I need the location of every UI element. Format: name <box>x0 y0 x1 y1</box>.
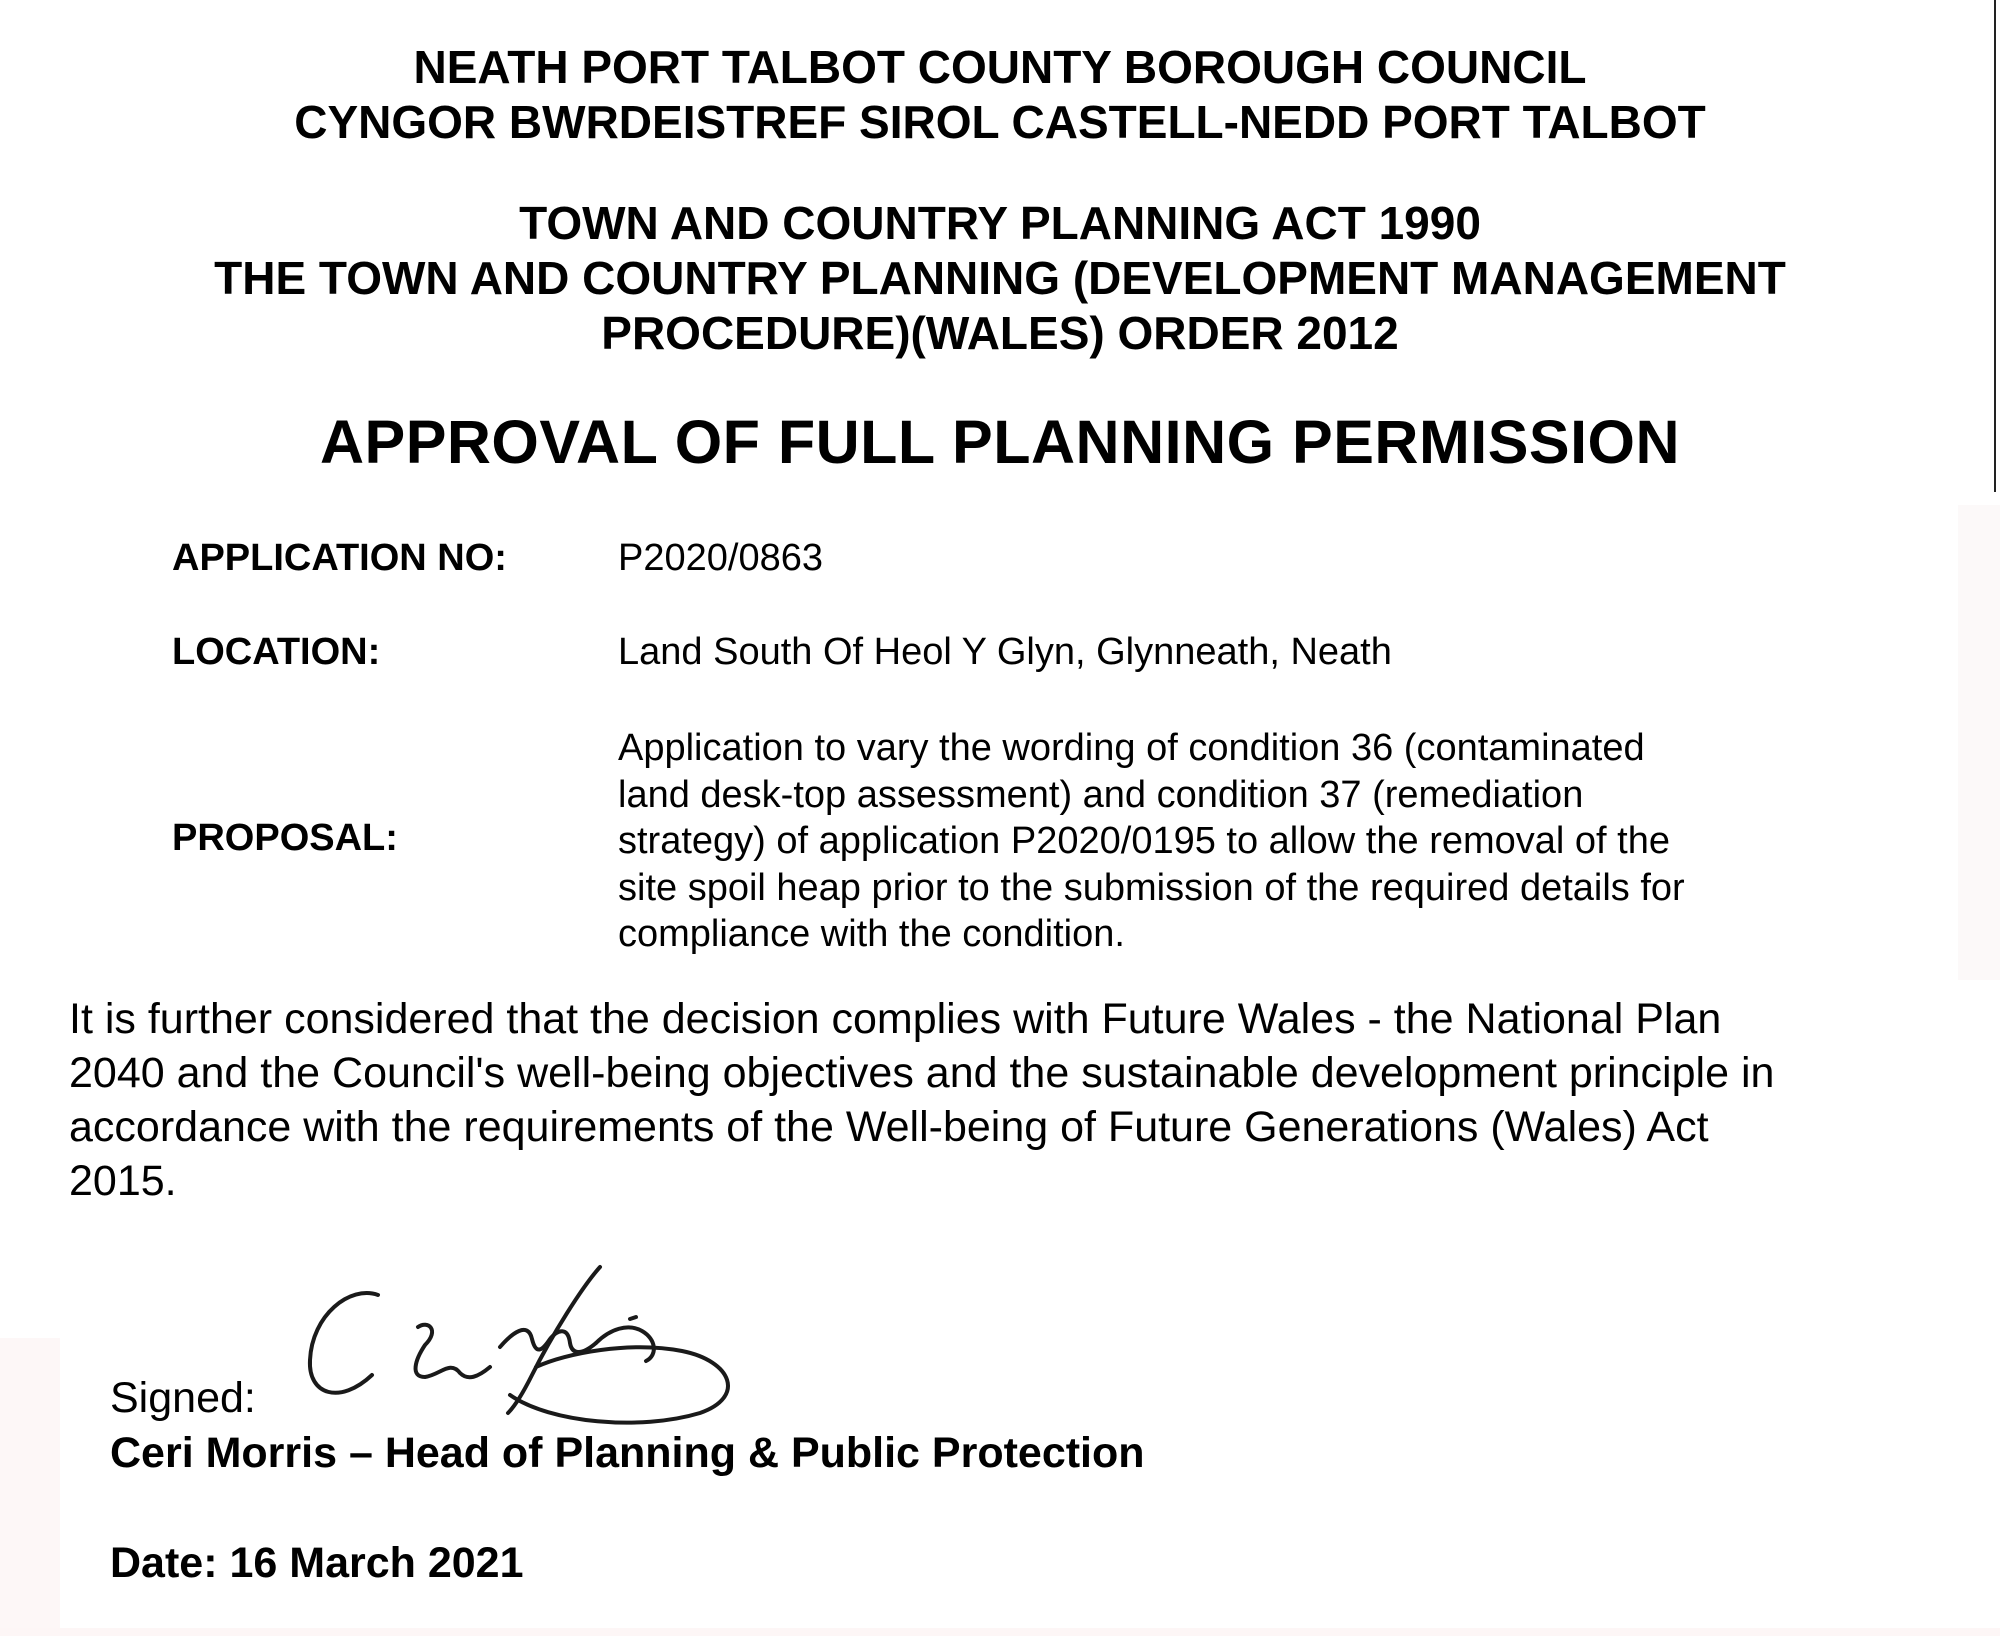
act-line-1: TOWN AND COUNTRY PLANNING ACT 1990 <box>519 197 1481 249</box>
signature-stroke-c <box>310 1293 378 1393</box>
proposal-text <box>618 725 1758 958</box>
signature-stroke-m-down <box>508 1267 600 1413</box>
signature-stroke-dot <box>630 1317 636 1319</box>
document-header <box>0 40 2000 361</box>
handwritten-signature-image <box>300 1255 740 1435</box>
signature-stroke-orris <box>596 1327 654 1361</box>
statement-line: It is further considered that the decision complies with Future Wales - the National Plan <box>69 995 1722 1043</box>
act-line-2: THE TOWN AND COUNTRY PLANNING (DEVELOPMENT MANAGEMENT <box>214 252 1786 304</box>
decision-date: Date: 16 March 2021 <box>110 1539 524 1587</box>
statement-line: 2040 and the Council's well-being objectives and the sustainable development principle in <box>69 1049 1775 1097</box>
proposal-line: strategy) of application P2020/0195 to allow the removal of the <box>618 820 1670 862</box>
location-label: LOCATION: <box>172 631 381 673</box>
proposal-line: compliance with the condition. <box>618 913 1125 955</box>
act-line-3: PROCEDURE)(WALES) ORDER 2012 <box>601 307 1399 359</box>
signature-stroke-l <box>416 1325 490 1378</box>
document-title: APPROVAL OF FULL PLANNING PERMISSION <box>319 408 1681 476</box>
proposal-label: PROPOSAL: <box>172 817 398 859</box>
statement-line: accordance with the requirements of the Well-being of Future Generations (Wales) Act <box>69 1103 1709 1151</box>
proposal-line: land desk-top assessment) and condition 37 (remediation <box>618 773 1584 816</box>
council-name-english: NEATH PORT TALBOT COUNTY BOROUGH COUNCIL <box>413 41 1587 93</box>
location-value: Land South Of Heol Y Glyn, Glynneath, Neath <box>618 631 1392 673</box>
application-number-label: APPLICATION NO: <box>172 537 507 579</box>
proposal-line: Application to vary the wording of condition 36 (contaminated <box>618 727 1645 769</box>
council-name-welsh: CYNGOR BWRDEISTREF SIROL CASTELL-NEDD PORT TALBOT <box>294 96 1706 148</box>
statement-line: 2015. <box>69 1157 177 1205</box>
application-number-value: P2020/0863 <box>618 537 823 579</box>
proposal-line: site spoil heap prior to the submission of the required details for <box>618 866 1685 909</box>
signed-label: Signed: <box>110 1374 256 1422</box>
scan-tint-bottom <box>0 1628 2000 1636</box>
scan-tint-left <box>0 1338 60 1636</box>
compliance-statement <box>69 992 1979 1208</box>
scan-tint-right <box>1958 505 2000 980</box>
signatory-name: Ceri Morris – Head of Planning & Public Protection <box>110 1429 1145 1477</box>
